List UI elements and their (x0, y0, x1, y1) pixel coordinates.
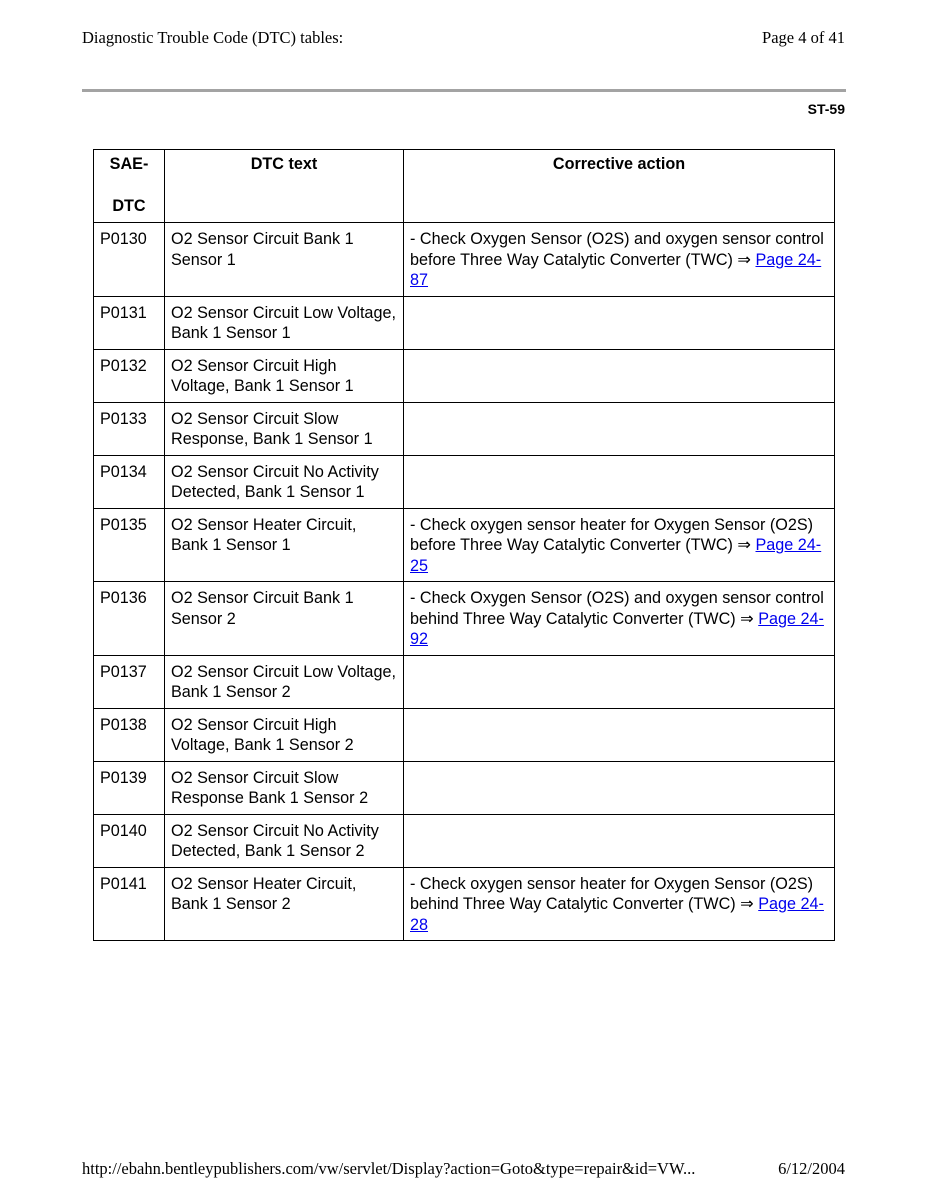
corrective-action (404, 223, 835, 297)
dtc-code: P0140 (94, 814, 165, 867)
table-body (94, 223, 835, 941)
corrective-action (404, 814, 835, 867)
column-header-text: DTC text (165, 150, 404, 223)
table-row (94, 867, 835, 941)
column-header-code-line2: DTC (112, 196, 146, 215)
corrective-action (404, 296, 835, 349)
corrective-action (404, 455, 835, 508)
table-row (94, 508, 835, 582)
footer-date: 6/12/2004 (778, 1159, 845, 1178)
footer-url: http://ebahn.bentleypublishers.com/vw/servlet/Display?action=Goto&type=repair&id=VW... (82, 1159, 696, 1178)
corrective-action (404, 402, 835, 455)
column-header-action: Corrective action (404, 150, 835, 223)
page-number: Page 4 of 41 (762, 28, 845, 47)
dtc-code: P0135 (94, 508, 165, 582)
dtc-code: P0131 (94, 296, 165, 349)
dtc-code: P0134 (94, 455, 165, 508)
table-row (94, 402, 835, 455)
corrective-action (404, 655, 835, 708)
corrective-action-text: - Check Oxygen Sensor (O2S) and oxygen sensor control before Three Way Catalytic Converter (TWC) ⇒ (410, 230, 824, 269)
column-header-code-line1: SAE- (109, 155, 149, 173)
corrective-action-text: - Check Oxygen Sensor (O2S) and oxygen sensor control behind Three Way Catalytic Converter (TWC) ⇒ (410, 589, 824, 628)
corrective-action (404, 508, 835, 582)
column-header-code (94, 150, 165, 223)
dtc-text: O2 Sensor Heater Circuit, Bank 1 Sensor 2 (165, 867, 404, 941)
dtc-text: O2 Sensor Circuit No Activity Detected, Bank 1 Sensor 1 (165, 455, 404, 508)
table-row (94, 349, 835, 402)
corrective-action (404, 708, 835, 761)
dtc-text: O2 Sensor Circuit Slow Response Bank 1 Sensor 2 (165, 761, 404, 814)
dtc-text: O2 Sensor Circuit Slow Response, Bank 1 Sensor 1 (165, 402, 404, 455)
dtc-text: O2 Sensor Circuit Bank 1 Sensor 2 (165, 582, 404, 656)
table-row (94, 708, 835, 761)
dtc-text: O2 Sensor Circuit Low Voltage, Bank 1 Sensor 1 (165, 296, 404, 349)
table-row (94, 814, 835, 867)
dtc-text: O2 Sensor Circuit Low Voltage, Bank 1 Sensor 2 (165, 655, 404, 708)
dtc-code: P0138 (94, 708, 165, 761)
table-row (94, 761, 835, 814)
dtc-code: P0133 (94, 402, 165, 455)
dtc-code: P0136 (94, 582, 165, 656)
dtc-code: P0130 (94, 223, 165, 297)
table-row (94, 582, 835, 656)
section-code: ST-59 (807, 101, 845, 117)
corrective-action (404, 867, 835, 941)
dtc-text: O2 Sensor Heater Circuit, Bank 1 Sensor 1 (165, 508, 404, 582)
dtc-text: O2 Sensor Circuit High Voltage, Bank 1 Sensor 1 (165, 349, 404, 402)
corrective-action-text: - Check oxygen sensor heater for Oxygen Sensor (O2S) before Three Way Catalytic Converter (TWC) ⇒ (410, 515, 814, 554)
corrective-action (404, 582, 835, 656)
dtc-table (93, 149, 835, 941)
header-divider (82, 89, 846, 92)
document-title: Diagnostic Trouble Code (DTC) tables: (82, 28, 344, 47)
corrective-action (404, 349, 835, 402)
page-reference-link[interactable]: Page 24-87 (410, 250, 822, 289)
dtc-text: O2 Sensor Circuit Bank 1 Sensor 1 (165, 223, 404, 297)
table-row (94, 655, 835, 708)
table-row (94, 455, 835, 508)
table-row (94, 223, 835, 297)
page-reference-link[interactable]: Page 24-28 (410, 895, 824, 934)
dtc-code: P0132 (94, 349, 165, 402)
table-header-row (94, 150, 835, 223)
table-row (94, 296, 835, 349)
dtc-text: O2 Sensor Circuit High Voltage, Bank 1 Sensor 2 (165, 708, 404, 761)
dtc-code: P0137 (94, 655, 165, 708)
dtc-code: P0141 (94, 867, 165, 941)
corrective-action-text: - Check oxygen sensor heater for Oxygen Sensor (O2S) behind Three Way Catalytic Converter (TWC) ⇒ (410, 874, 814, 913)
dtc-text: O2 Sensor Circuit No Activity Detected, Bank 1 Sensor 2 (165, 814, 404, 867)
corrective-action (404, 761, 835, 814)
page-reference-link[interactable]: Page 24-92 (410, 609, 824, 648)
page-reference-link[interactable]: Page 24-25 (410, 536, 822, 575)
dtc-code: P0139 (94, 761, 165, 814)
